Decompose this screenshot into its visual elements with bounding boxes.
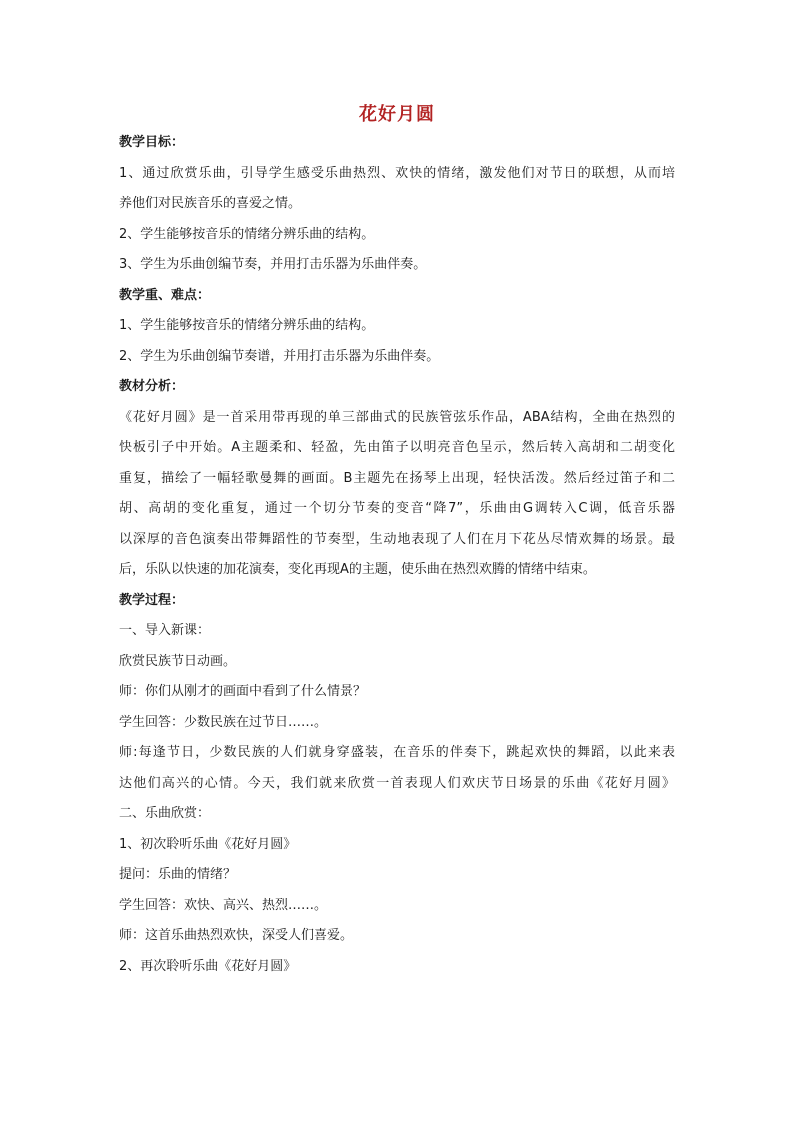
intro-paragraph: [119, 743, 675, 794]
document-title: 花好月圆: [359, 104, 435, 125]
analysis-line: 《花好月圆》是一首采用带再现的单三部曲式的民族管弦乐作品，ABA结构，全曲在热烈的: [119, 409, 675, 425]
app-line-2: 提问：乐曲的情绪？: [119, 867, 237, 882]
keypoint-2: 2、学生为乐曲创编节奏谱，并用打击乐器为乐曲伴奏。: [119, 348, 440, 364]
intro-heading: 一、导入新课：: [119, 623, 211, 638]
keypoint-1: 1、学生能够按音乐的情绪分辨乐曲的结构。: [119, 318, 375, 333]
goal-2: 2、学生能够按音乐的情绪分辨乐曲的结构。: [119, 226, 375, 242]
intro-line-2: 师：你们从刚才的画面中看到了什么情景？: [119, 684, 367, 699]
goal-3: 3、学生为乐曲创编节奏，并用打击乐器为乐曲伴奏。: [119, 257, 427, 272]
analysis-heading: 教材分析：: [119, 379, 185, 394]
analysis-paragraph: [119, 408, 675, 581]
goal-1-line-1: 1、通过欣赏乐曲，引导学生感受乐曲热烈、欢快的情绪，激发他们对节日的联想，从而培: [119, 165, 675, 181]
intro-line-4a: 师:每逢节日，少数民族的人们就身穿盛装，在音乐的伴奏下，跳起欢快的舞蹈，以此来表: [119, 745, 675, 760]
analysis-line: 快板引子中开始。A主题柔和、轻盈，先由笛子以明亮音色呈示，然后转入高胡和二胡变化: [119, 440, 675, 455]
intro-line-3: 学生回答：少数民族在过节日……。: [119, 714, 328, 730]
app-line-1: 1、初次聆听乐曲《花好月圆》: [119, 836, 297, 852]
goal-1: [119, 164, 675, 215]
analysis-line: 重复，描绘了一幅轻歌曼舞的画面。B主题先在扬琴上出现，轻快活泼。然后经过笛子和二: [119, 470, 675, 486]
goal-1-line-2: 养他们对民族音乐的喜爱之情。: [119, 196, 302, 211]
intro-line-1: 欣赏民族节日动画。: [119, 653, 237, 669]
intro-line-4b: 达他们高兴的心情。今天，我们就来欣赏一首表现人们欢庆节日场景的乐曲《花好月圆》: [119, 775, 675, 791]
goals-heading: 教学目标：: [119, 135, 185, 150]
document-page: [119, 100, 675, 987]
app-line-3: 学生回答：欢快、高兴、热烈……。: [119, 897, 328, 913]
appreciation-heading: 二、乐曲欣赏：: [119, 806, 211, 821]
app-line-4: 师：这首乐曲热烈欢快，深受人们喜爱。: [119, 928, 354, 943]
app-line-5: 2、再次聆听乐曲《花好月圆》: [119, 958, 297, 974]
process-heading: 教学过程：: [119, 592, 185, 608]
analysis-line: 胡、高胡的变化重复，通过一个切分节奏的变音“降7”，乐曲由G调转入C调，低音乐器: [119, 501, 675, 516]
analysis-line: 以深厚的音色演奏出带舞蹈性的节奏型，生动地表现了人们在月下花丛尽情欢舞的场景。最: [119, 531, 675, 547]
keypoints-heading: 教学重、难点：: [119, 287, 211, 303]
analysis-line: 后，乐队以快速的加花演奏，变化再现A的主题，使乐曲在热烈欢腾的情绪中结束。: [119, 562, 596, 577]
